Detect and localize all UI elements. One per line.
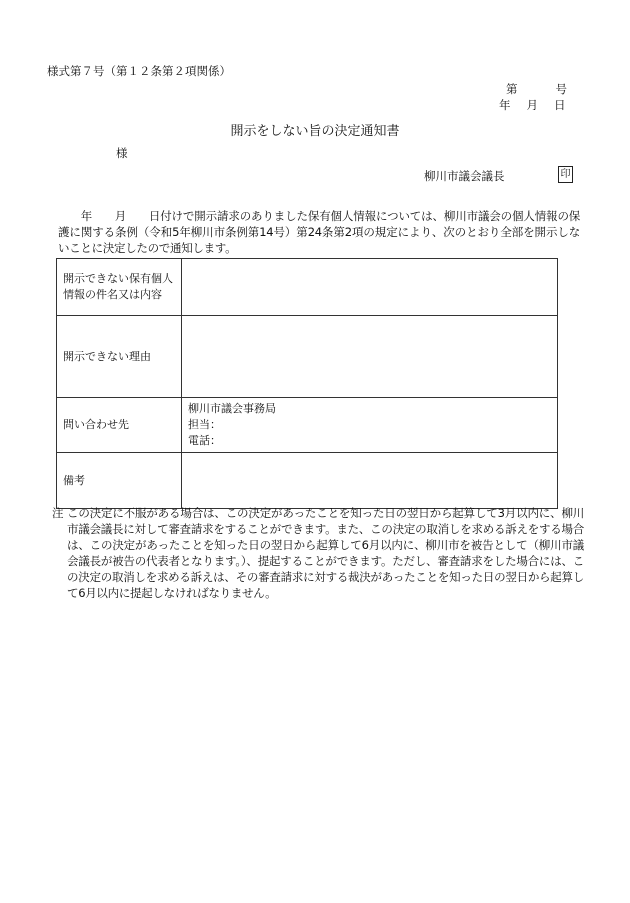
footnote-mark: 注 [52,506,64,520]
reason-value [182,316,558,398]
remarks-value [182,453,558,509]
date-day: 日 [554,98,566,112]
addressee: 様 [116,146,128,160]
date-year: 年 [499,98,511,112]
info-table [56,258,558,509]
contact-label: 問い合わせ先 [57,398,182,453]
reason-label: 開示できない理由 [57,316,182,398]
document-number-suffix: 号 [555,82,567,96]
contact-office: 柳川市議会事務局 [188,402,276,415]
contact-phone: 電話： [188,434,221,447]
body-paragraph: 年 月 日付けで開示請求のありました保有個人情報については、柳川市議会の個人情報の保護に関する条例（令和5年柳川市条例第14号）第24条第2項の規定により、次のとおり全部を開示しないことに決定したので通知します。 [58,209,580,255]
document-number [506,81,567,97]
remarks-label: 備考 [57,453,182,509]
undisclosable-info-value [182,259,558,316]
footnote [52,505,584,601]
table-row [57,259,558,316]
sender-name: 柳川市議会議長 [424,169,505,183]
contact-value [182,398,558,453]
document-date [499,97,566,113]
form-number: 様式第７号（第１２条第２項関係） [47,64,231,78]
document-title: 開示をしない旨の決定通知書 [230,124,400,139]
table-row [57,316,558,398]
undisclosable-info-label: 開示できない保有個人情報の件名又は内容 [57,259,182,316]
footnote-text: この決定に不服がある場合は、この決定があったことを知った日の翌日から起算して3月以内に、柳川市議会議長に対して審査請求をすることができます。また、この決定の取消しを求める訴えをする場合は、この決定があったことを知った日の翌日から起算して6月以内に、柳川市を被告として（柳川市議会議長が被告の代表者となります。）、提起することができます。ただし、審査請求をした場合には、この決定の取消しを求める訴えは、その審査請求に対する裁決があったことを知った日の翌日から起算して6月以内に提起しなければなりません。 [67,506,584,600]
seal-stamp: 印 [558,166,573,183]
table-row [57,398,558,453]
contact-person: 担当： [188,418,221,431]
date-month: 月 [526,98,538,112]
document-number-prefix: 第 [506,82,518,96]
table-row [57,453,558,509]
